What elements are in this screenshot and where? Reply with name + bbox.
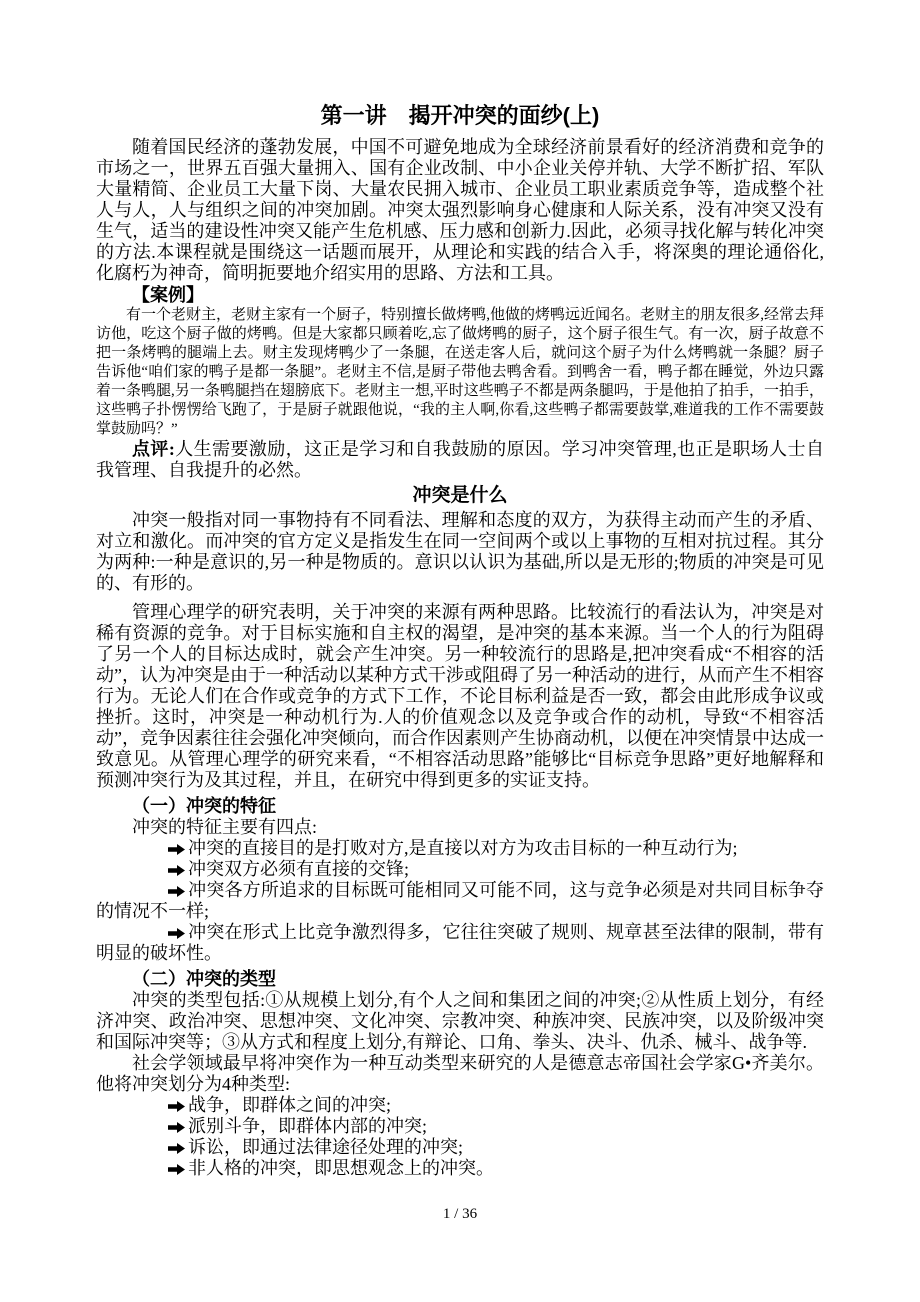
types-heading: （二）冲突的类型 — [132, 969, 276, 989]
type-item-text: 派别斗争，即群体内部的冲突; — [188, 1116, 427, 1136]
type-item-text: 非人格的冲突，即思想观念上的冲突。 — [188, 1158, 494, 1178]
case-paragraph: 有一个老财主，老财主家有一个厨子，特别擅长做烤鸭,他做的烤鸭远近闻名。老财主的朋友很多,经常去拜访他，吃这个厨子做的烤鸭。但是大家都只顾着吃,忘了做烤鸭的厨子，这个厨子很生气。有一次，厨子故意不把一条烤鸭的腿端上去。财主发现烤鸭少了一条腿，在送走客人后，就问这个厨子为什么烤鸭就一条腿？厨子告诉他“咱们家的鸭子是都一条腿”。老财主不信,是厨子带他去鸭舍看。到鸭舍一看，鸭子都在睡觉，外边只露着一条鸭腿,另一条鸭腿挡在翅膀底下。老财主一想,平时这些鸭子不都是两条腿吗，于是他拍了拍手，一拍手，这些鸭子扑愣愣给飞跑了，于是厨子就跟他说，“我的主人啊,你看,这些鸭子都需要鼓掌,难道我的工作不需要鼓掌鼓励吗？” — [96, 307, 824, 437]
feature-item-text: 冲突各方所追求的目标既可能相同又可能不同，这与竞争必须是对共同目标争夺的情况不一样; — [96, 880, 824, 921]
feature-item — [96, 880, 824, 922]
feature-item-text: 冲突在形式上比竞争激烈得多，它往往突破了规则、规章甚至法律的限制，带有明显的破坏性。 — [96, 922, 824, 963]
sources-paragraph: 管理心理学的研究表明，关于冲突的来源有两种思路。比较流行的看法认为，冲突是对稀有资源的竞争。对于目标实施和自主权的渴望，是冲突的基本来源。当一个人的行为阻碍了另一个人的目标达成时，就会产生冲突。另一种较流行的思路是,把冲突看成“不相容的活动”，认为冲突是由于一种活动以某种方式干涉或阻碍了另一种活动的进行，从而产生不相容行为。无论人们在合作或竞争的方式下工作，不论目标利益是否一致，都会由此形成争议或挫折。这时，冲突是一种动机行为.人的价值观念以及竞争或合作的动机，导致“不相容活动”，竞争因素往往会强化冲突倾向，而合作因素则产生协商动机，以便在冲突情景中达成一致意见。从管理心理学的研究来看，“不相容活动思路”能够比“目标竞争思路”更好地解释和预测冲突行为及其过程，并且，在研究中得到更多的实证支持。 — [96, 602, 824, 790]
type-item — [96, 1158, 824, 1179]
type-item-text: 战争，即群体之间的冲突; — [188, 1095, 391, 1115]
page-number: 1 / 36 — [442, 1206, 478, 1222]
features-heading: （一）冲突的特征 — [132, 796, 276, 816]
type-item — [96, 1116, 824, 1137]
right-arrow-icon — [132, 1095, 185, 1116]
case-label: 【案例】 — [132, 285, 204, 305]
features-intro: 冲突的特征主要有四点: — [132, 817, 317, 837]
feature-item — [96, 922, 824, 964]
definition-paragraph: 冲突一般指对同一事物持有不同看法、理解和态度的双方，为获得主动而产生的矛盾、对立和激化。而冲突的官方定义是指发生在同一空间两个或以上事物的互相对抗过程。其分为两种:一种是意识的,另一种是物质的。意识以认识为基础,所以是无形的;物质的冲突是可见的、有形的。 — [96, 510, 824, 593]
comment-paragraph — [96, 439, 824, 481]
feature-item-text: 冲突的直接目的是打败对方,是直接以对方为攻击目标的一种互动行为; — [188, 838, 738, 858]
section-heading: 冲突是什么 — [412, 485, 508, 506]
feature-item — [96, 838, 824, 859]
right-arrow-icon — [132, 859, 185, 880]
page-title: 第一讲 揭开冲突的面纱(上) — [320, 103, 600, 128]
type-item-text: 诉讼，即通过法律途径处理的冲突; — [188, 1137, 463, 1157]
right-arrow-icon — [132, 880, 185, 901]
type-item — [96, 1137, 824, 1158]
type-item — [96, 1095, 824, 1116]
feature-item — [96, 859, 824, 880]
comment-label: 点评: — [132, 439, 175, 459]
right-arrow-icon — [132, 922, 185, 943]
right-arrow-icon — [132, 838, 185, 859]
types-source-paragraph: 社会学领域最早将冲突作为一种互动类型来研究的人是德意志帝国社会学家G•齐美尔。他将冲突划分为4种类型: — [96, 1053, 824, 1094]
right-arrow-icon — [132, 1116, 185, 1137]
types-intro: 冲突的类型包括:①从规模上划分,有个人之间和集团之间的冲突;②从性质上划分，有经济冲突、政治冲突、思想冲突、文化冲突、宗教冲突、种族冲突、民族冲突，以及阶级冲突和国际冲突等；③从方式和程度上划分,有辩论、口角、拳头、决斗、仇杀、械斗、战争等. — [96, 990, 824, 1052]
intro-paragraph: 随着国民经济的蓬勃发展，中国不可避免地成为全球经济前景看好的经济消费和竞争的市场之一，世界五百强大量拥入、国有企业改制、中小企业关停并轨、大学不断扩招、军队大量精简、企业员工大量下岗、大量农民拥入城市、企业员工职业素质竞争等，造成整个社人与人，人与组织之间的冲突加剧。冲突太强烈影响身心健康和人际关系，没有冲突又没有生气，适当的建设性冲突又能产生危机感、压力感和创新力.因此，必须寻找化解与转化冲突的方法.本课程就是围绕这一话题而展开，从理论和实践的结合入手，将深奥的理论通俗化,化腐朽为神奇，简明扼要地介绍实用的思路、方法和工具。 — [96, 137, 824, 283]
feature-item-text: 冲突双方必须有直接的交锋; — [188, 859, 409, 879]
comment-text: 人生需要激励，这正是学习和自我鼓励的原因。学习冲突管理,也正是职场人士自我管理、自我提升的必然。 — [96, 439, 824, 480]
right-arrow-icon — [132, 1158, 185, 1179]
right-arrow-icon — [132, 1137, 185, 1158]
